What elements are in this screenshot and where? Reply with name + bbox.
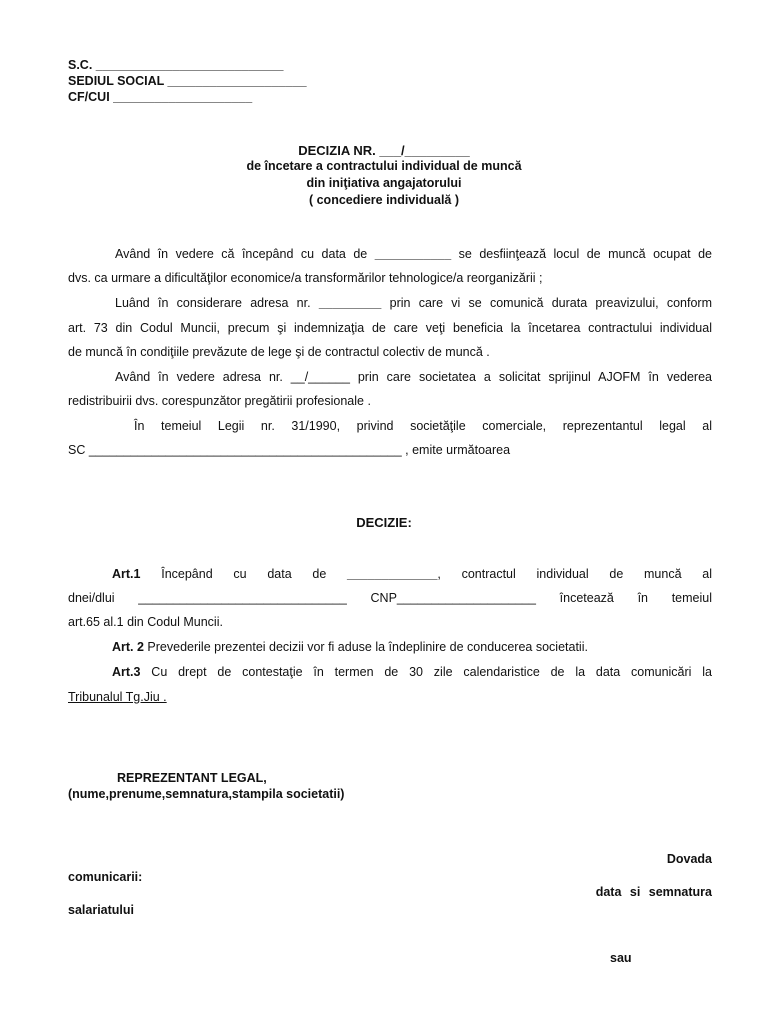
or-label: sau	[610, 951, 632, 965]
fiscal-code-field: CF/CUI ____________________	[68, 90, 253, 104]
registered-office-field: SEDIUL SOCIAL ____________________	[68, 74, 307, 88]
decision-heading: DECIZIE:	[356, 515, 412, 530]
date-signature-label: data si semnatura	[595, 885, 712, 899]
company-field: S.C. ___________________________	[68, 58, 284, 72]
paragraph-3-line-1: Având în vedere adresa nr. __/______ prin care societatea a solicitat sprijinul AJOFM în vederea	[115, 370, 712, 384]
decision-number-title: DECIZIA NR. ___/_________	[298, 143, 470, 158]
proof-label: Dovada	[666, 852, 712, 866]
communication-label: comunicarii:	[68, 870, 143, 884]
paragraph-text: prin care vi se comunică durata preavizului, conform	[381, 296, 712, 310]
title-type: ( concediere individuală )	[308, 193, 460, 207]
legal-representative-note: (nume,prenume,semnatura,stampila societatii)	[68, 787, 345, 801]
title-initiative: din iniţiativa angajatorului	[306, 176, 462, 190]
article-2	[68, 639, 712, 655]
article-label: Art. 2	[112, 640, 144, 654]
article-1-line-1	[68, 566, 712, 582]
article-text: Începând cu data de	[140, 567, 348, 581]
article-text: Prevederile prezentei decizii vor fi aduse la îndeplinire de conducerea societatii.	[143, 640, 588, 654]
article-1-line-3: art.65 al.1 din Codul Muncii.	[68, 615, 223, 629]
article-1-line-2	[68, 590, 712, 606]
tribunal-name: Tribunalul Tg.Jiu .	[68, 690, 167, 704]
article-3-line-1	[68, 664, 712, 680]
employee-name-blank: dnei/dlui ______________________________	[68, 591, 371, 605]
paragraph-text: Având în vedere că începând cu data de	[115, 247, 375, 261]
paragraph-2-line-2: art. 73 din Codul Muncii, precum şi indemnizaţia de care veţi beneficia la încetarea contractului individual	[68, 321, 712, 335]
paragraph-4-line-2: SC _____________________________________________ , emite următoarea	[68, 443, 511, 457]
article-label: Art.3	[112, 665, 141, 679]
paragraph-3-line-2: redistribuirii dvs. corespunzător pregătirii profesionale .	[68, 394, 371, 408]
legal-representative-label: REPREZENTANT LEGAL,	[117, 771, 267, 785]
paragraph-1-line-2: dvs. ca urmare a dificultăţilor economice/a transformărilor tehnologice/a reorganizării ;	[68, 271, 543, 285]
article-text: Cu drept de contestaţie în termen de 30 zile calendaristice de la data comunicări la	[140, 665, 712, 679]
employee-label: salariatului	[68, 903, 134, 917]
date-blank: _____________	[347, 567, 438, 581]
paragraph-2-line-3: de muncă în condiţiile prevăzute de lege şi de contractul colectiv de muncă .	[68, 345, 490, 359]
address-number-blank: _________	[318, 296, 382, 310]
article-text: , contractul individual de muncă al	[437, 567, 712, 581]
title-subject: de încetare a contractului individual de muncă	[246, 159, 522, 173]
paragraph-4-line-1: În temeiul Legii nr. 31/1990, privind societăţile comerciale, reprezentantul legal al	[134, 419, 712, 433]
date-blank: ___________	[374, 247, 452, 261]
paragraph-text: se desfiinţează locul de muncă ocupat de	[451, 247, 712, 261]
paragraph-1-line-1	[68, 246, 712, 262]
paragraph-2-line-1	[68, 295, 712, 311]
article-label: Art.1	[112, 567, 141, 581]
cnp-blank: CNP____________________	[370, 591, 536, 605]
paragraph-text: Luând în considerare adresa nr.	[115, 296, 319, 310]
article-text: încetează în temeiul	[535, 591, 712, 605]
